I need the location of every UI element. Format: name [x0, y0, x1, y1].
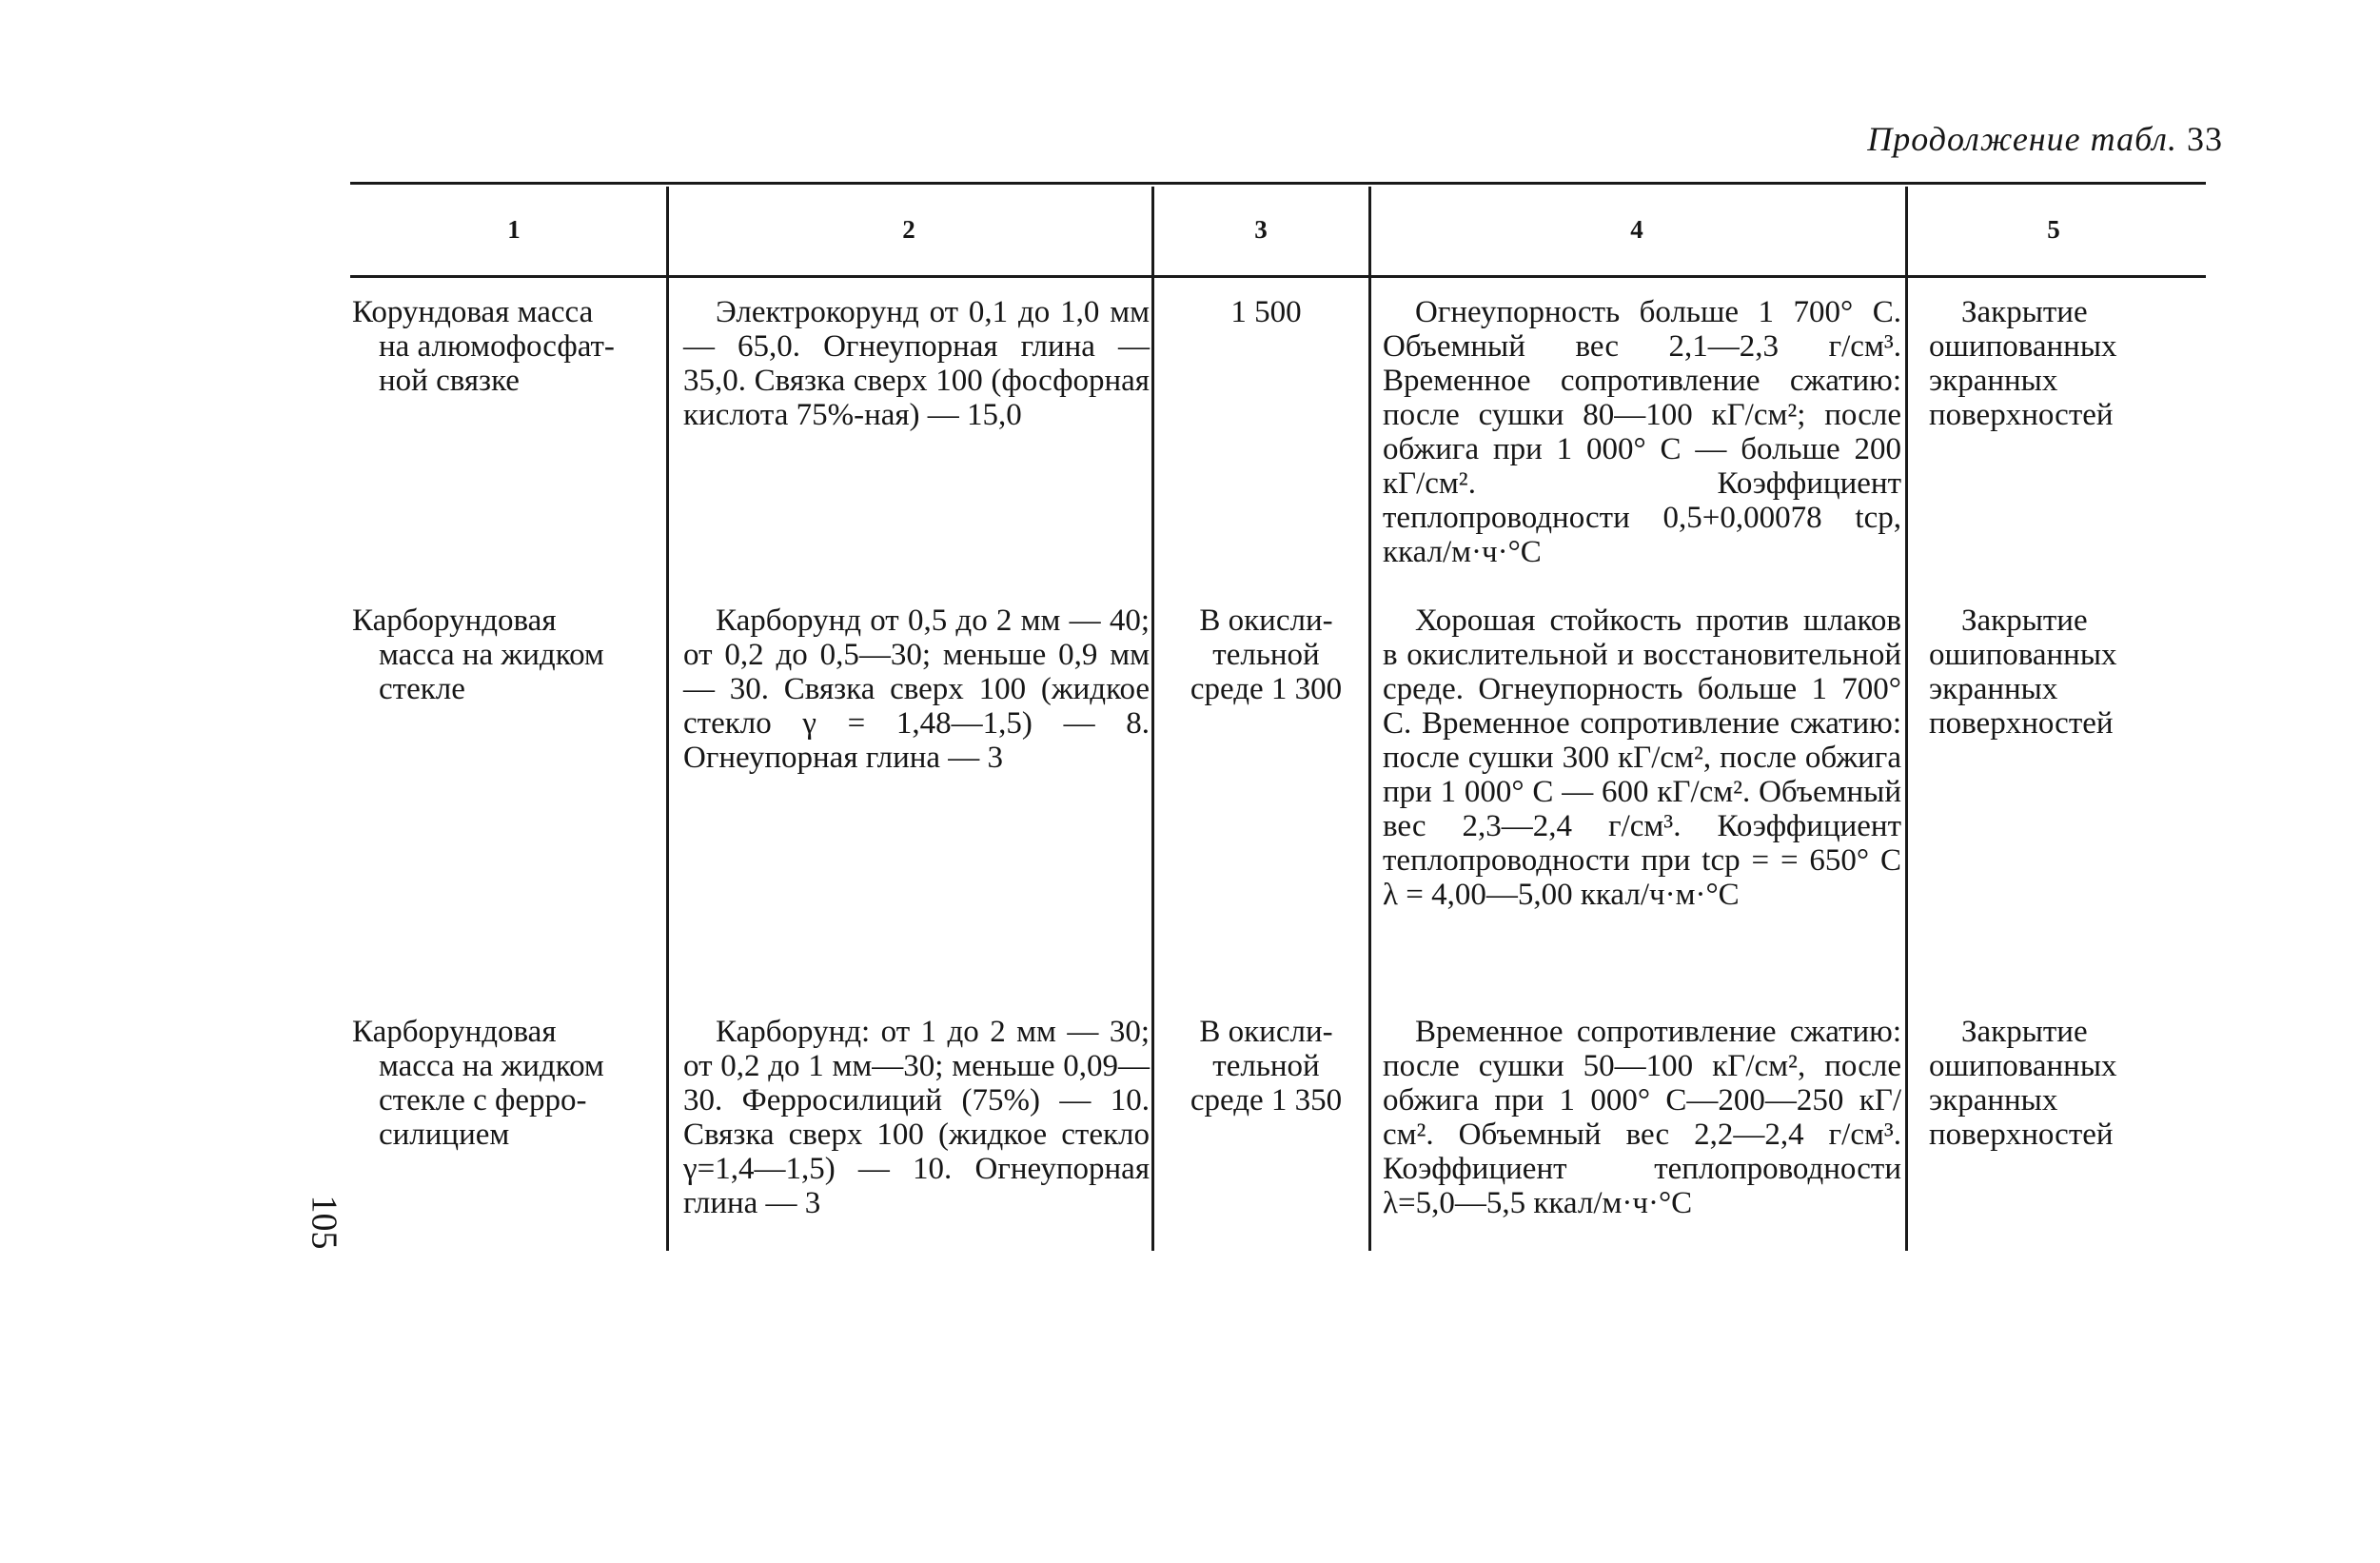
- caption-table-number: 33: [2187, 120, 2223, 158]
- row-2-temperature: В окисли- тельной среде 1 300: [1190, 603, 1343, 706]
- caption-text: Продолжение табл.: [1867, 120, 2177, 158]
- row-3-material-first: Карборундовая: [352, 1015, 557, 1049]
- row-1-material: [352, 295, 661, 398]
- row-2-material-rest: масса на жидком стекле: [379, 638, 604, 706]
- header-col-2: 2: [902, 215, 915, 244]
- header-col-1: 1: [507, 215, 521, 244]
- row-2-material: [352, 603, 661, 706]
- column-divider: [1905, 187, 1908, 1251]
- row-1-application: Закрытие ошипованных экранных поверхностей: [1929, 295, 2117, 432]
- page-number: 105: [304, 1195, 344, 1250]
- header-col-5: 5: [2047, 215, 2060, 244]
- row-3-material-rest: масса на жидком стекле с ферро- силицием: [379, 1049, 604, 1152]
- row-3-properties: Временное сопротивление сжатию: после сушки 50—100 кГ/см², после обжига при 1 000° С—200—250 кГ/см². Объемный вес 2,2—2,4 г/см³. Коэффициент теплопроводности λ=5,0—5,5 ккал/м·ч·°С: [1383, 1015, 1901, 1220]
- row-1-properties: Огнеупорность больше 1 700° С. Объемный вес 2,1—2,3 г/см³. Временное сопротивление сжатию: после сушки 80—100 кГ/см²; после обжига при 1 000° С — больше 200 кГ/см². Коэффициент теплопроводности 0,5+0,00078 tср, ккал/м·ч·°С: [1383, 295, 1901, 569]
- row-1-material-rest: на алюмофосфат- ной связке: [379, 329, 615, 398]
- row-2-application: Закрытие ошипованных экранных поверхностей: [1929, 603, 2117, 741]
- row-2-composition: Карборунд от 0,5 до 2 мм — 40; от 0,2 до 0,5—30; меньше 0,9 мм — 30. Связка сверх 100 (жидкое стекло γ = 1,48—1,5) — 8. Огнеупорная глина — 3: [683, 603, 1150, 775]
- header-col-3: 3: [1254, 215, 1268, 244]
- row-1-composition: Электрокорунд от 0,1 до 1,0 мм — 65,0. Огнеупорная глина — 35,0. Связка сверх 100 (фосфорная кислота 75%-ная) — 15,0: [683, 295, 1150, 432]
- table-top-rule: [350, 182, 2206, 185]
- row-1-material-first: Корундовая масса: [352, 295, 594, 329]
- row-3-material: [352, 1015, 661, 1152]
- row-1-temperature: 1 500: [1230, 295, 1302, 329]
- row-3-application: Закрытие ошипованных экранных поверхностей: [1929, 1015, 2117, 1152]
- column-divider: [1151, 187, 1154, 1251]
- row-3-temperature: В окисли- тельной среде 1 350: [1190, 1015, 1343, 1118]
- row-2-properties: Хорошая стойкость против шлаков в окислительной и восстановительной среде. Огнеупорность больше 1 700° С. Временное сопротивление сжатию: после сушки 300 кГ/см², после обжига при 1 000° С — 600 кГ/см². Объемный вес 2,3—2,4 г/см³. Коэффициент теплопроводности при tср = = 650° С λ = 4,00—5,00 ккал/ч·м·°С: [1383, 603, 1901, 912]
- header-col-4: 4: [1630, 215, 1643, 244]
- column-divider: [666, 187, 669, 1251]
- column-divider: [1368, 187, 1371, 1251]
- table-caption: [1867, 119, 2223, 159]
- row-2-material-first: Карборундовая: [352, 603, 557, 638]
- header-bottom-rule: [350, 275, 2206, 278]
- row-3-composition: Карборунд: от 1 до 2 мм — 30; от 0,2 до 1 мм—30; меньше 0,09—30. Ферросилиций (75%) — 10. Связка сверх 100 (жидкое стекло γ=1,4—1,5) — 10. Огнеупорная глина — 3: [683, 1015, 1150, 1220]
